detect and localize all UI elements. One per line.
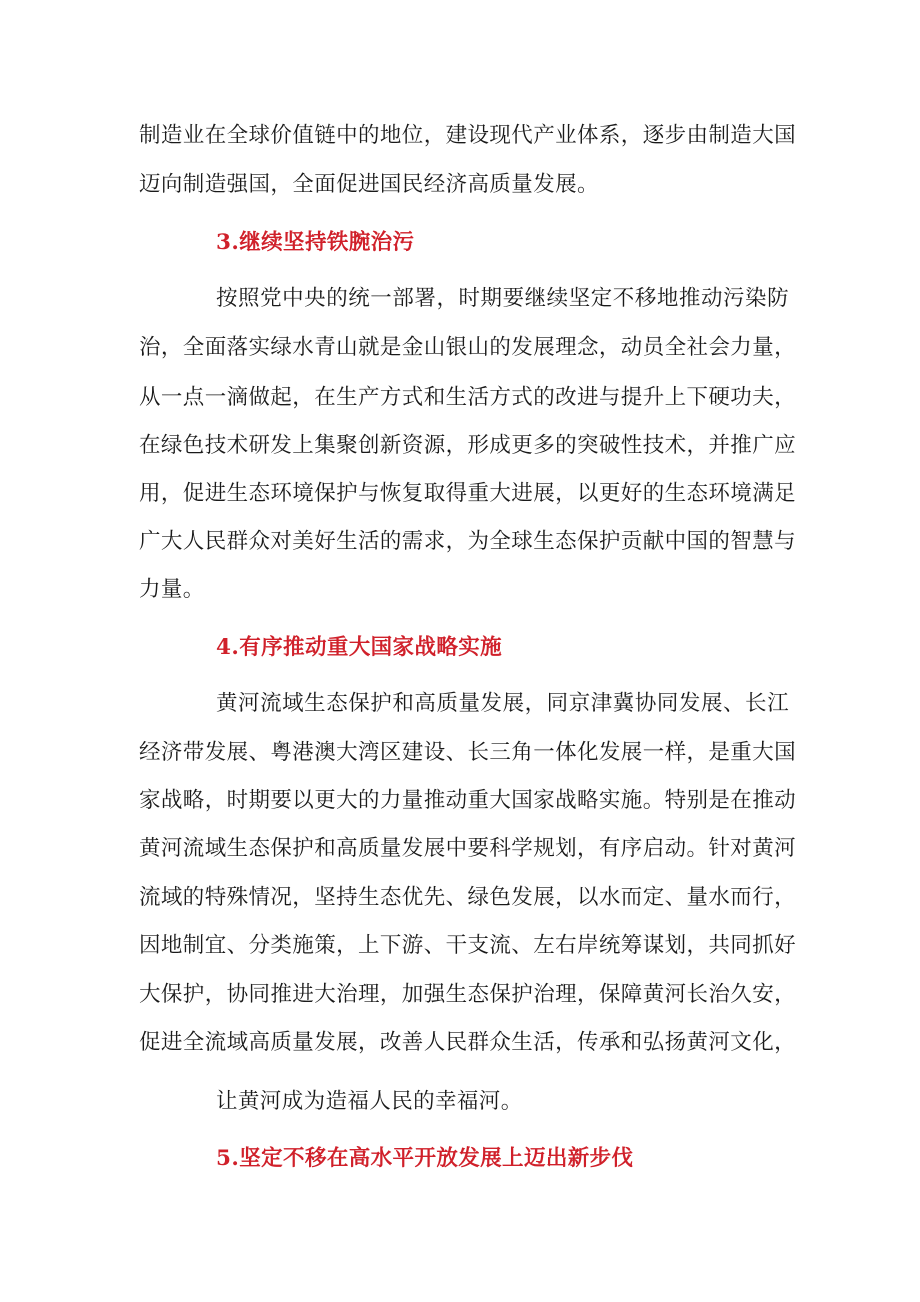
paragraph-line: 治，全面落实绿水青山就是金山银山的发展理念，动员全社会力量， bbox=[139, 335, 797, 360]
paragraph-line: 家战略，时期要以更大的力量推动重大国家战略实施。特别是在推动 bbox=[139, 788, 797, 813]
section-heading: 3.继续坚持铁腕治污 bbox=[216, 230, 415, 255]
paragraph-line: 用，促进生态环境保护与恢复取得重大进展，以更好的生态环境满足 bbox=[139, 481, 797, 506]
paragraph-line: 迈向制造强国，全面促进国民经济高质量发展。 bbox=[139, 172, 599, 197]
paragraph-line: 因地制宜、分类施策，上下游、干支流、左右岸统筹谋划，共同抓好 bbox=[139, 933, 797, 958]
paragraph-line: 黄河流域生态保护和高质量发展中要科学规划，有序启动。针对黄河 bbox=[139, 836, 797, 861]
paragraph-line: 经济带发展、粤港澳大湾区建设、长三角一体化发展一样，是重大国 bbox=[139, 740, 797, 765]
section-heading: 4.有序推动重大国家战略实施 bbox=[216, 635, 503, 660]
paragraph-line: 促进全流域高质量发展，改善人民群众生活，传承和弘扬黄河文化， bbox=[139, 1030, 797, 1055]
paragraph-line: 流域的特殊情况，坚持生态优先、绿色发展，以水而定、量水而行， bbox=[139, 885, 797, 910]
section-heading: 5.坚定不移在高水平开放发展上迈出新步伐 bbox=[216, 1146, 634, 1171]
paragraph-line: 黄河流域生态保护和高质量发展，同京津冀协同发展、长江 bbox=[216, 691, 789, 716]
paragraph-line: 广大人民群众对美好生活的需求，为全球生态保护贡献中国的智慧与 bbox=[139, 529, 797, 554]
paragraph-line: 按照党中央的统一部署，时期要继续坚定不移地推动污染防 bbox=[216, 286, 789, 311]
paragraph-line: 让黄河成为造福人民的幸福河。 bbox=[216, 1089, 523, 1114]
paragraph-line: 在绿色技术研发上集聚创新资源，形成更多的突破性技术，并推广应 bbox=[139, 433, 797, 458]
paragraph-line: 大保护，协同推进大治理，加强生态保护治理，保障黄河长治久安， bbox=[139, 982, 797, 1007]
paragraph-line: 从一点一滴做起，在生产方式和生活方式的改进与提升上下硬功夫， bbox=[139, 385, 797, 410]
paragraph-line: 制造业在全球价值链中的地位，建设现代产业体系，逐步由制造大国 bbox=[139, 123, 797, 148]
paragraph-line: 力量。 bbox=[139, 577, 205, 602]
